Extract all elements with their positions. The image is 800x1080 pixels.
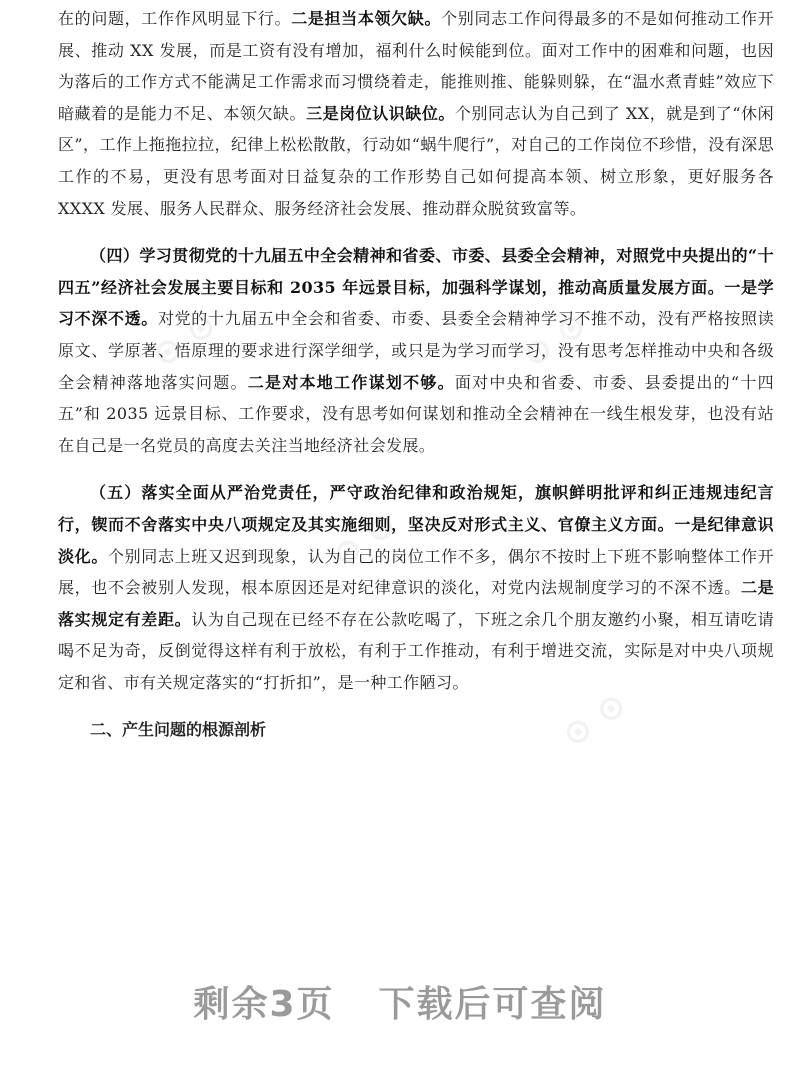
section-5-point-2-title: 二是落实规定有差距。 bbox=[58, 578, 774, 629]
download-prompt[interactable] bbox=[0, 976, 800, 1027]
paragraph-1-text-1: 在的问题，工作作风明显下行。 bbox=[58, 9, 292, 28]
watermark: ⊙ ⊙ bbox=[324, 503, 405, 577]
point-2-title: 二是担当本领欠缺。 bbox=[291, 9, 442, 28]
remaining-pages-label: 剩余3页 bbox=[193, 984, 335, 1025]
section-5-point-1-title: 一是纪律意识淡化。 bbox=[58, 514, 774, 566]
section-5-text-2: 认为自己现在已经不存在公款吃喝了，下班之余几个朋友邀约小聚，相互请吃请喝不足为奇，反倒觉得这样有利于放松，有利于工作推动，有利于增进交流，实际是对中央八项规定和省、市有关规定落实的“打折扣”，是一种工作陋习。 bbox=[58, 609, 774, 692]
section-4-heading: （四）学习贯彻党的十九届五中全会精神和省委、市委、县委全会精神，对照党中央提出的“十四五”经济社会发展主要目标和 2035 年远景目标，加强科学谋划，推动高质量发展方面。 bbox=[58, 246, 774, 297]
paragraph-1-text-3: 个别同志认为自己到了 XX，就是到了“休闲区”，工作上拖拖拉拉，纪律上松松散散，行动如“蜗牛爬行”，对自己的工作岗位不珍惜，没有深思工作的不易，更没有思考面对日益复杂的工作形势自己如何提高本领、树立形象，更好服务各 XXXX 发展、服务人民群众、服务经济社会发展、推动群众脱贫致富等。 bbox=[58, 103, 774, 218]
watermark: ⊙ ⊙ bbox=[514, 303, 595, 377]
section-4-point-2-title: 二是对本地工作谋划不够。 bbox=[247, 372, 455, 392]
paragraph-1 bbox=[58, 3, 774, 224]
paragraph-1-text-2: 个别同志工作问得最多的不是如何推动工作开展、推动 XX 发展，而是工资有没有增加，福利什么时候能到位。面对工作中的困难和问题，也因为落后的工作方式不能满足工作需求而习惯绕着走，能推则推、能躲则躲，在“温水煮青蛙”效应下暗藏着的是能力不足、本领欠缺。 bbox=[58, 9, 774, 123]
section-4-text-1: 对党的十九届五中全会和省委、市委、县委全会精神学习不推不动，没有严格按照读原文、学原著、悟原理的要求进行深学细学，或只是为学习而学习，没有思考怎样推动中央和各级全会精神落地落实问题。 bbox=[58, 309, 774, 392]
section-heading: 二、产生问题的根源剖析 bbox=[90, 720, 267, 740]
watermark: ⊙ ⊙ bbox=[144, 303, 225, 377]
document-page bbox=[58, 0, 774, 746]
watermark: ⊙ ⊙ bbox=[554, 683, 635, 757]
download-to-view-label: 下载后可查阅 bbox=[378, 984, 607, 1025]
paragraph-3 bbox=[58, 477, 774, 698]
section-4-text-2: 面对中央和省委、市委、县委提出的“十四五”和 2035 远景目标、工作要求，没有思考如何谋划和推动全会精神在一线生根发芽，也没有站在自己是一名党员的高度去关注当地经济社会发展。 bbox=[58, 372, 774, 455]
section-5-text-1: 个别同志上班又迟到现象，认为自己的岗位工作不多，偶尔不按时上下班不影响整体工作开展，也不会被别人发现，根本原因还是对纪律意识的淡化，对党内法规制度学习的不深不透。 bbox=[58, 546, 774, 598]
paragraph-2 bbox=[58, 240, 774, 461]
point-3-title: 三是岗位认识缺位。 bbox=[306, 103, 455, 123]
section-5-heading: （五）落实全面从严治党责任，严守政治纪律和政治规矩，旗帜鲜明批评和纠正违规违纪言行，锲而不舍落实中央八项规定及其实施细则，坚决反对形式主义、官僚主义方面。 bbox=[58, 483, 774, 534]
section-4-point-1-title: 一是学习不深不透。 bbox=[58, 277, 775, 329]
